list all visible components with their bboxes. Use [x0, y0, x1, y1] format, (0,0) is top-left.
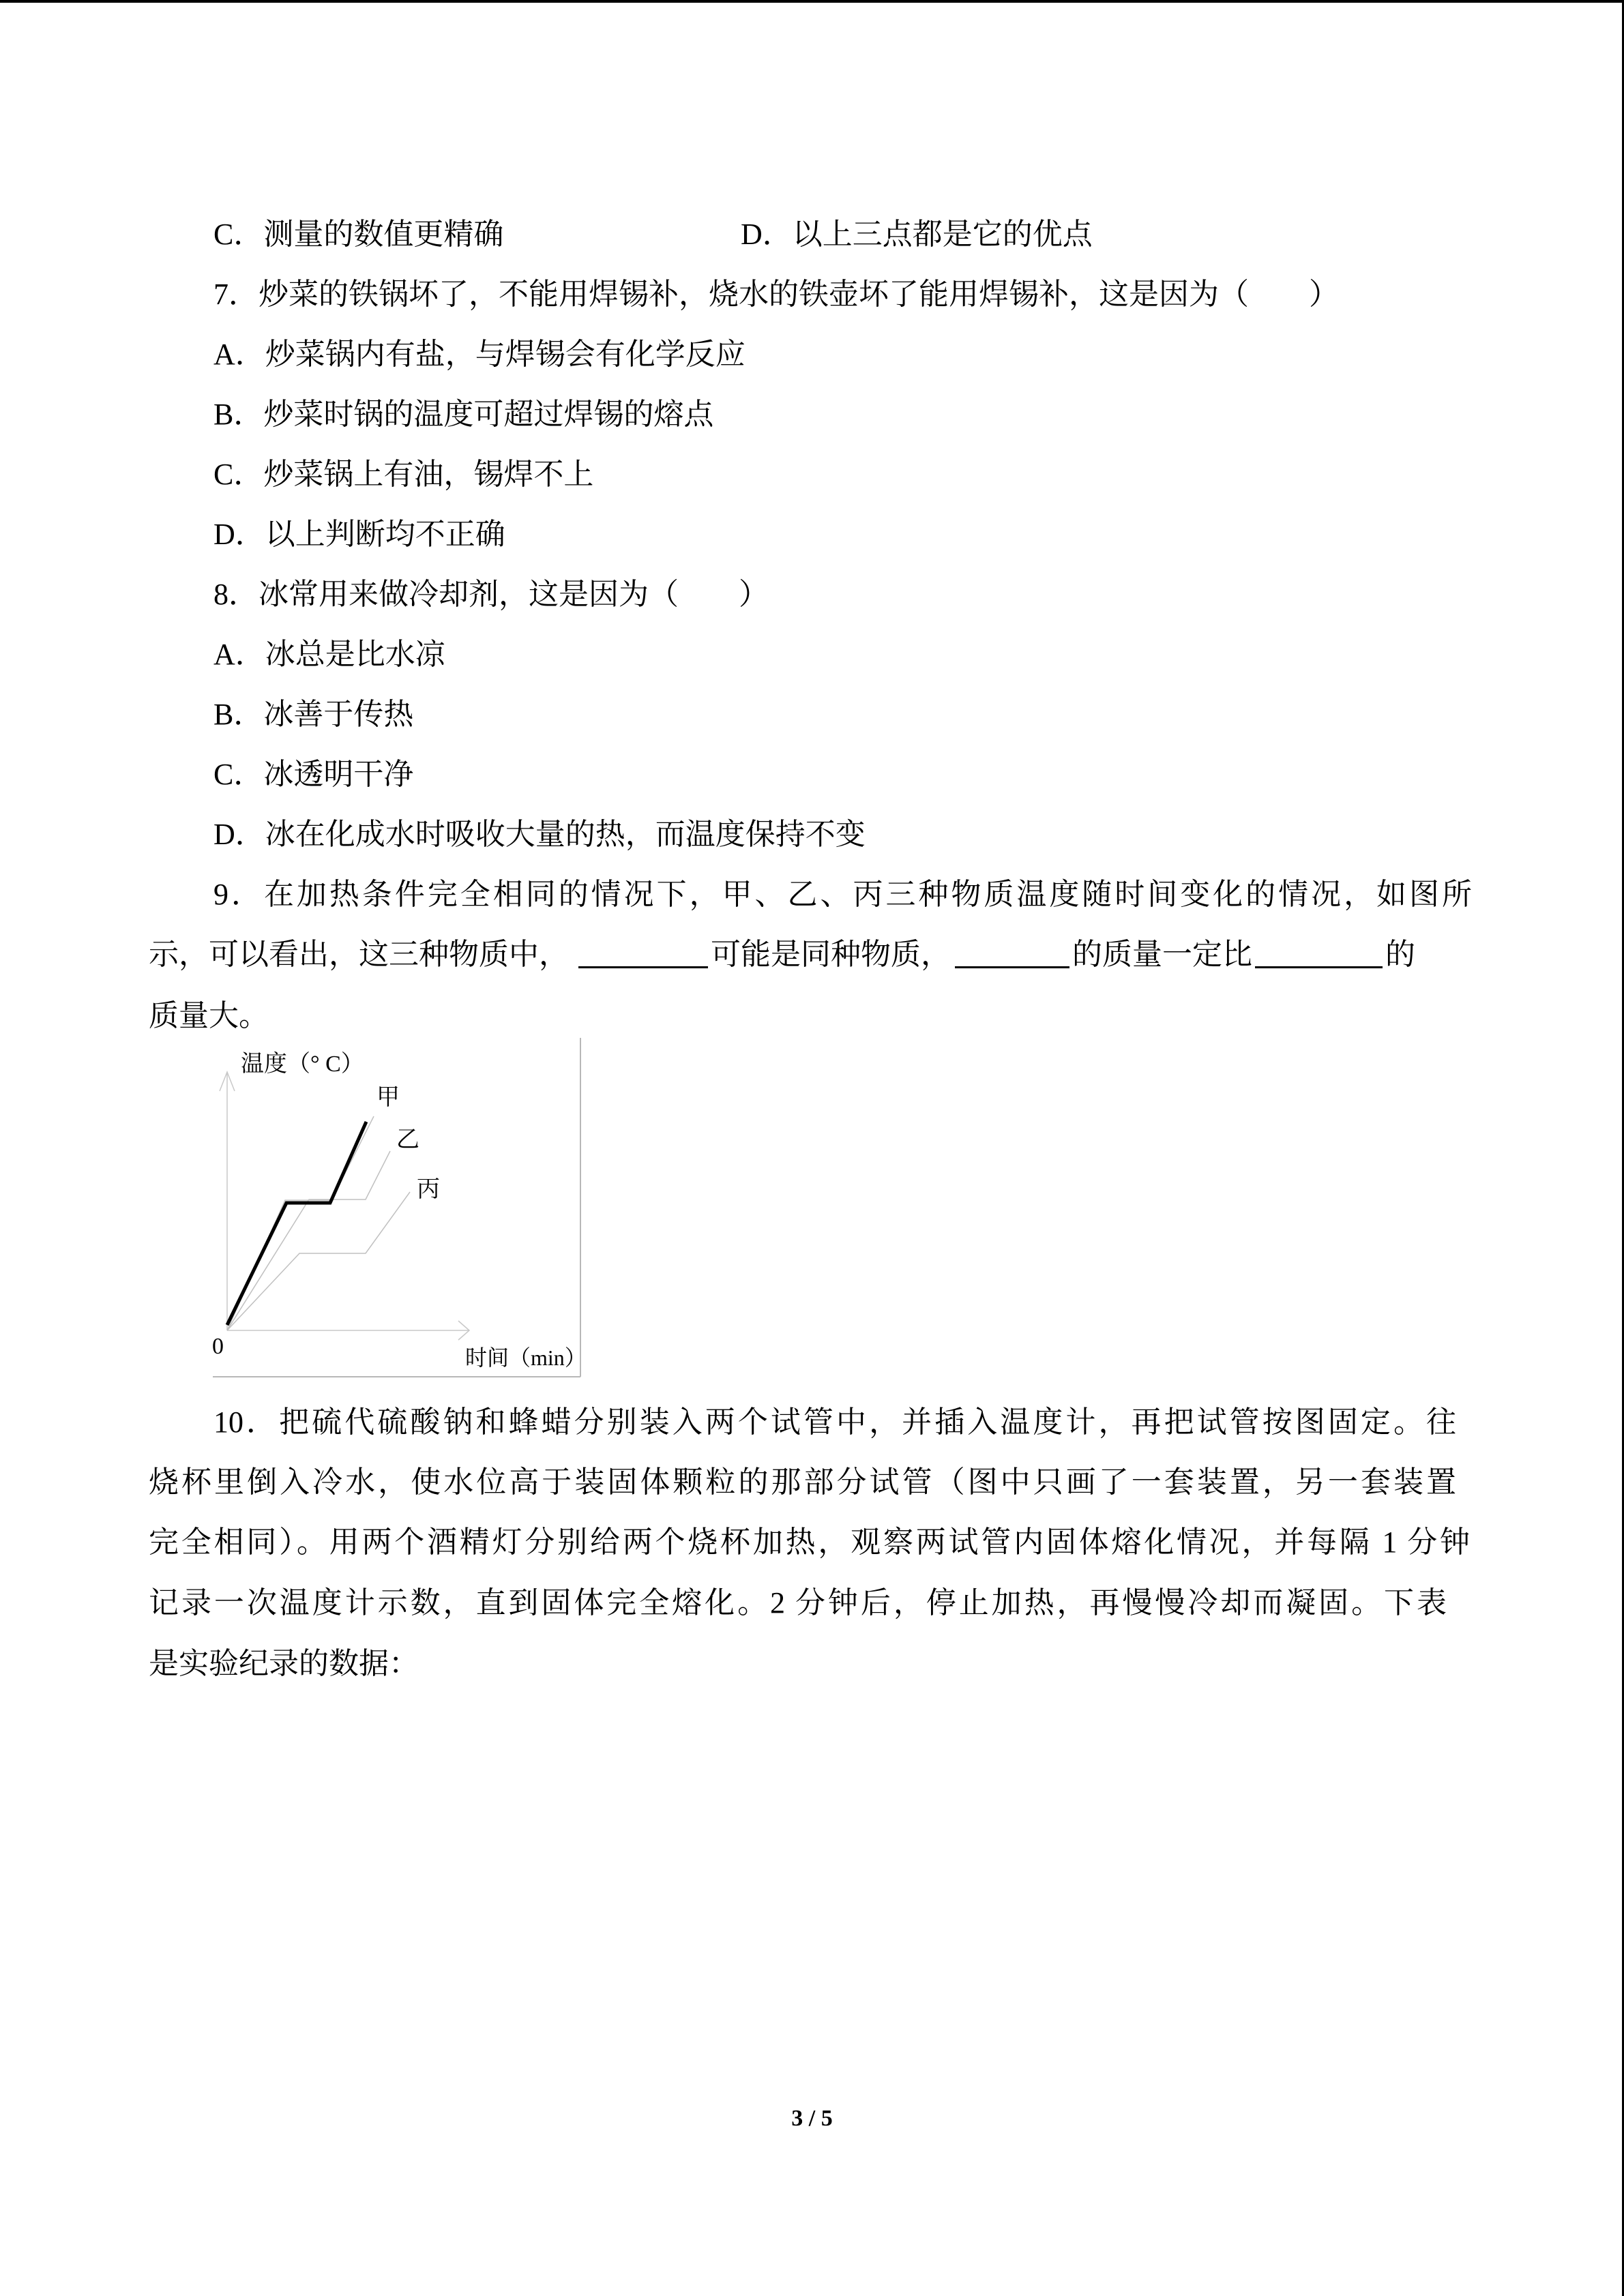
- q8-option-a: A．冰总是比水凉: [213, 638, 445, 671]
- series-label-jia: 甲: [377, 1085, 400, 1110]
- series-jia-guide-line: [227, 1116, 374, 1330]
- q7-option-b: B．炒菜时锅的温度可超过焊锡的熔点: [213, 398, 714, 431]
- x-axis-label: 时间（min）: [465, 1345, 587, 1370]
- series-jia-line: [227, 1122, 366, 1325]
- q8-option-d: D．冰在化成水时吸收大量的热，而温度保持不变: [213, 818, 866, 851]
- q10-line1: 10．把硫代硫酸钠和蜂蜡分别装入两个试管中，并插入温度计，再把试管按图固定。往: [213, 1405, 1456, 1439]
- series-yi-line: [227, 1151, 390, 1330]
- q9-stem-line2: [149, 934, 1473, 975]
- q10-line5: 是实验纪录的数据：: [149, 1647, 419, 1680]
- q10-line4: 记录一次温度计示数，直到固体完全熔化。2 分钟后，停止加热，再慢慢冷却而凝固。下表: [149, 1586, 1447, 1620]
- page-top-border: [0, 0, 1624, 3]
- series-label-bing: 丙: [417, 1177, 440, 1202]
- q10-line2: 烧杯里倒入冷水，使水位高于装固体颗粒的那部分试管（图中只画了一套装置，另一套装置: [149, 1465, 1456, 1499]
- q8-option-b: B．冰善于传热: [213, 698, 414, 731]
- q9-stem-line1: 9．在加热条件完全相同的情况下，甲、乙、丙三种物质温度随时间变化的情况，如图所: [213, 878, 1472, 911]
- q7-option-d: D．以上判断均不正确: [213, 518, 505, 551]
- temperature-time-chart: [205, 1033, 587, 1384]
- q7-option-c: C．炒菜锅上有油，锡焊不上: [213, 458, 594, 491]
- q7-option-a: A．炒菜锅内有盐，与焊锡会有化学反应: [213, 338, 745, 371]
- q7-stem: 7．炒菜的铁锅坏了，不能用焊锡补，烧水的铁壶坏了能用焊锡补，这是因为（ ）: [213, 278, 1339, 311]
- series-bing-line: [227, 1192, 410, 1330]
- q9-stem-line3: 质量大。: [149, 999, 269, 1032]
- q9-text-part2: 可能是同种物质，: [711, 938, 951, 971]
- q8-option-c: C．冰透明干净: [213, 758, 414, 791]
- q9-text-part4: 的: [1385, 938, 1415, 971]
- origin-label: 0: [212, 1334, 224, 1359]
- answer-blank-3[interactable]: [1255, 936, 1383, 968]
- answer-blank-2[interactable]: [955, 936, 1069, 968]
- q8-stem: 8．冰常用来做冷却剂，这是因为（ ）: [213, 578, 769, 611]
- page-number: 3 / 5: [791, 2106, 833, 2131]
- y-axis-label: 温度（° C）: [241, 1052, 364, 1077]
- q6-option-c: C．测量的数值更精确: [213, 218, 504, 251]
- q10-line3: 完全相同）。用两个酒精灯分别给两个烧杯加热，观察两试管内固体熔化情况，并每隔 1 分钟: [149, 1525, 1470, 1559]
- answer-blank-1[interactable]: [578, 936, 708, 968]
- series-label-yi: 乙: [396, 1127, 419, 1152]
- q9-text-part1: 示，可以看出，这三种物质中，: [149, 938, 569, 971]
- q6-option-d: D．以上三点都是它的优点: [741, 218, 1093, 251]
- q9-text-part3: 的质量一定比: [1072, 938, 1252, 971]
